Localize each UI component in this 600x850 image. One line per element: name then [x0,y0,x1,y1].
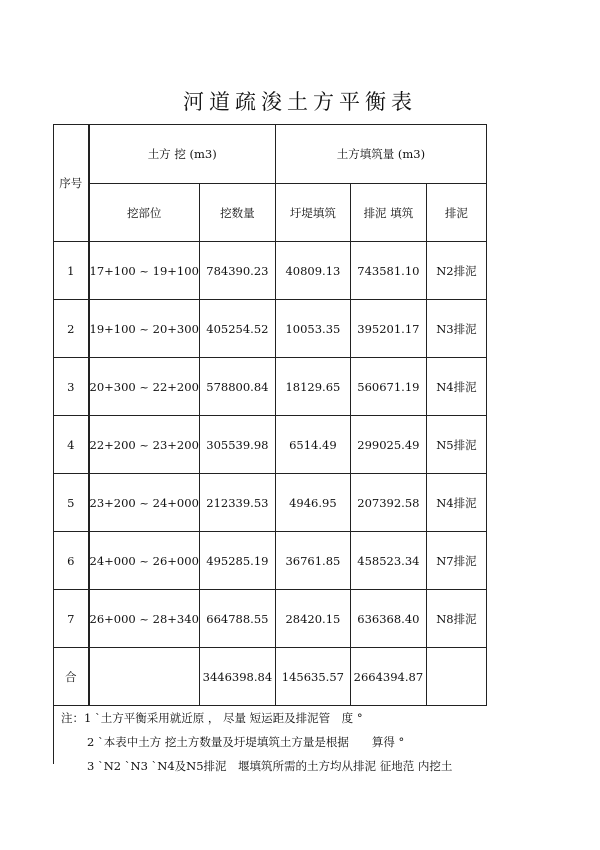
row-location: 22+200 ~ 23+200 [89,416,200,474]
row-number: 5 [54,474,89,532]
table-row [54,300,487,358]
total-excavation: 3446398.84 [199,648,275,706]
row-discharge: N5排泥 [426,416,486,474]
header-excavation-group: 土方 挖 (m3) [89,125,276,184]
earthwork-balance-table [53,124,487,706]
row-location: 26+000 ~ 28+340 [89,590,200,648]
total-label: 合 [54,648,89,706]
total-mud-fill: 2664394.87 [350,648,426,706]
total-row [54,648,487,706]
table-row [54,358,487,416]
total-discharge-empty [426,648,486,706]
row-location: 23+200 ~ 24+000 [89,474,200,532]
row-location: 20+300 ~ 22+200 [89,358,200,416]
row-location: 24+000 ~ 26+000 [89,532,200,590]
row-discharge: N4排泥 [426,358,486,416]
header-mud-fill: 排泥 填筑 [350,184,426,242]
row-number: 3 [54,358,89,416]
row-embankment: 40809.13 [275,242,350,300]
page-title: 河道疏浚土方平衡表 [183,90,417,114]
table-row [54,590,487,648]
header-mud-discharge: 排泥 [426,184,486,242]
table-row [54,474,487,532]
row-embankment: 28420.15 [275,590,350,648]
row-mud-fill: 636368.40 [350,590,426,648]
row-number: 7 [54,590,89,648]
row-location: 17+100 ~ 19+100 [89,242,200,300]
row-discharge: N4排泥 [426,474,486,532]
row-location: 19+100 ~ 20+300 [89,300,200,358]
total-embankment: 145635.57 [275,648,350,706]
header-embankment-fill: 圩堤填筑 [275,184,350,242]
row-excavation: 495285.19 [199,532,275,590]
row-number: 6 [54,532,89,590]
note-line: 注：1 `土方平衡采用就近原 ， 尽量 短运距及排泥管 度 ° [61,711,363,725]
row-number: 2 [54,300,89,358]
row-number: 1 [54,242,89,300]
notes-block [53,708,593,780]
row-discharge: N8排泥 [426,590,486,648]
header-fill-group: 土方填筑量 (m3) [275,125,486,184]
row-discharge: N7排泥 [426,532,486,590]
note-line: 2 `本表中土方 挖土方数量及圩堤填筑土方量是根据 算得 ° [87,735,405,749]
header-location: 挖部位 [89,184,200,242]
row-mud-fill: 743581.10 [350,242,426,300]
row-excavation: 405254.52 [199,300,275,358]
row-embankment: 10053.35 [275,300,350,358]
row-embankment: 6514.49 [275,416,350,474]
header-excavation-qty: 挖数量 [199,184,275,242]
row-excavation: 784390.23 [199,242,275,300]
row-mud-fill: 560671.19 [350,358,426,416]
row-mud-fill: 207392.58 [350,474,426,532]
row-embankment: 36761.85 [275,532,350,590]
total-location-empty [89,648,200,706]
table-row [54,242,487,300]
row-discharge: N3排泥 [426,300,486,358]
row-mud-fill: 458523.34 [350,532,426,590]
row-mud-fill: 395201.17 [350,300,426,358]
row-excavation: 578800.84 [199,358,275,416]
row-excavation: 305539.98 [199,416,275,474]
row-excavation: 212339.53 [199,474,275,532]
row-number: 4 [54,416,89,474]
table-row [54,416,487,474]
row-embankment: 18129.65 [275,358,350,416]
header-seq: 序号 [54,125,89,242]
note-line: 3 `N2 `N3 `N4及N5排泥 堰填筑所需的土方均从排泥 征地范 内挖土 [87,759,453,773]
row-mud-fill: 299025.49 [350,416,426,474]
row-excavation: 664788.55 [199,590,275,648]
row-discharge: N2排泥 [426,242,486,300]
row-embankment: 4946.95 [275,474,350,532]
table-row [54,532,487,590]
